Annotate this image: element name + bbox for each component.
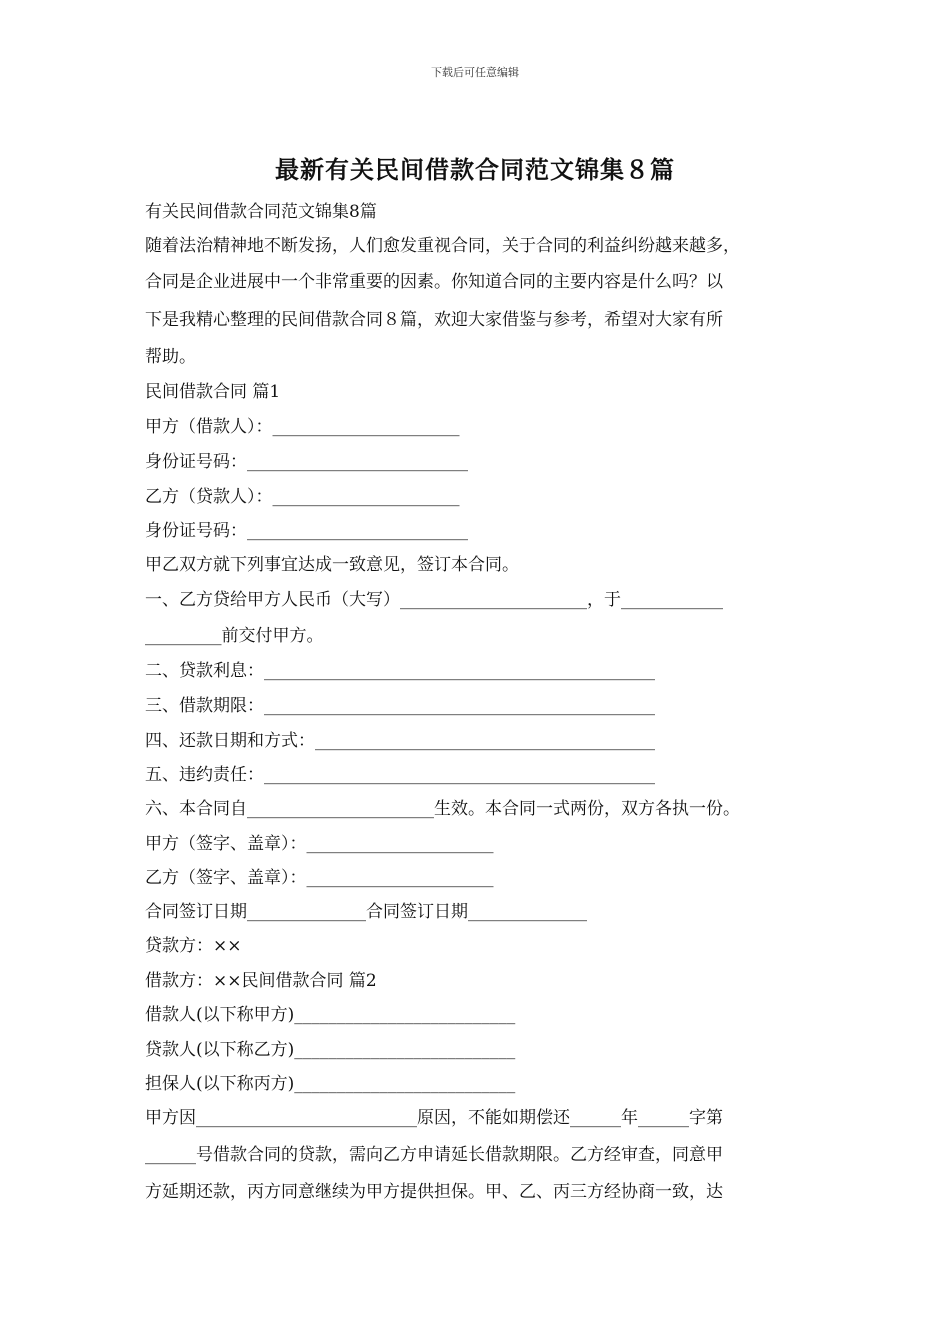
paragraph-line: 三、借款期限：______________________________________________	[145, 696, 655, 716]
paragraph-line: 下是我精心整理的民间借款合同８篇，欢迎大家借鉴与参考，希望对大家有所	[145, 310, 723, 330]
paragraph-line: 乙方（签字、盖章）：______________________	[145, 868, 494, 888]
paragraph-line: 贷款方：××	[145, 936, 242, 956]
paragraph-line: 乙方（贷款人）：______________________	[145, 487, 460, 507]
paragraph-line: 五、违约责任：______________________________________________	[145, 765, 655, 785]
paragraph-line: 甲方（借款人）：______________________	[145, 417, 460, 437]
paragraph-line: 合同签订日期______________合同签订日期______________	[145, 902, 587, 922]
paragraph-line: 合同是企业进展中一个非常重要的因素。你知道合同的主要内容是什么吗？以	[145, 272, 723, 292]
document-title: 最新有关民间借款合同范文锦集８篇	[275, 155, 675, 184]
paragraph-line: 甲乙双方就下列事宜达成一致意见，签订本合同。	[145, 555, 519, 575]
paragraph-line: 身份证号码：__________________________	[145, 521, 468, 541]
paragraph-line: 随着法治精神地不断发扬，人们愈发重视合同，关于合同的利益纠纷越来越多，	[145, 236, 740, 256]
paragraph-line: 二、贷款利息：______________________________________________	[145, 661, 655, 681]
paragraph-line: 六、本合同自______________________生效。本合同一式两份，双方各执一份。	[145, 799, 740, 819]
section-heading: 民间借款合同 篇1	[145, 382, 281, 402]
paragraph-line: 一、乙方贷给甲方人民币（大写）______________________，于____________	[145, 590, 723, 610]
paragraph-line: _________前交付甲方。	[145, 626, 324, 646]
paragraph-line: 甲方（签字、盖章）：______________________	[145, 834, 494, 854]
paragraph-line: 担保人(以下称丙方)__________________________	[145, 1074, 516, 1094]
paragraph-line: 贷款人(以下称乙方)__________________________	[145, 1040, 516, 1060]
paragraph-line: 身份证号码：__________________________	[145, 452, 468, 472]
section-heading: 借款方：××民间借款合同 篇2	[145, 971, 377, 991]
paragraph-line: 帮助。	[145, 347, 196, 367]
paragraph-line: 借款人(以下称甲方)__________________________	[145, 1005, 516, 1025]
paragraph-line: 方延期还款，丙方同意继续为甲方提供担保。甲、乙、丙三方经协商一致，达	[145, 1182, 723, 1202]
paragraph-line: ______号借款合同的贷款，需向乙方申请延长借款期限。乙方经审查，同意甲	[145, 1145, 723, 1165]
paragraph-line: 四、还款日期和方式：________________________________________	[145, 731, 655, 751]
page-header: 下载后可任意编辑	[431, 66, 519, 79]
paragraph-line: 有关民间借款合同范文锦集8篇	[145, 202, 377, 222]
paragraph-line: 甲方因__________________________原因，不能如期偿还______年______字第	[145, 1108, 723, 1128]
